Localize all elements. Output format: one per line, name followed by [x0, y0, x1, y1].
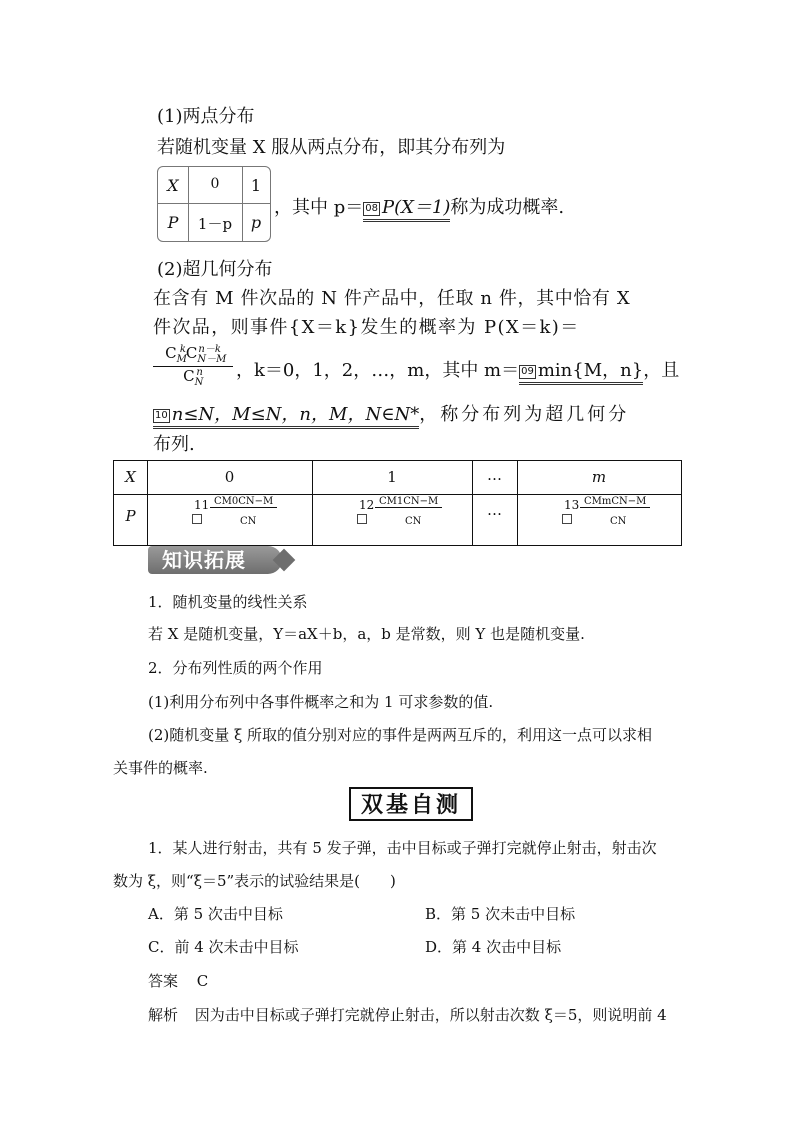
- dist-cell-ellipsis: …: [487, 501, 502, 519]
- option-c[interactable]: C．前 4 次未击中目标: [148, 938, 299, 956]
- table-p1: p: [250, 213, 262, 232]
- blank-10-marker: 10: [155, 410, 168, 421]
- answer-value: C: [196, 972, 209, 990]
- hypergeo-heading: (2)超几何分布: [157, 259, 273, 280]
- two-point-table: [157, 166, 271, 242]
- table-p-label: P: [167, 213, 179, 232]
- dist-header-m: m: [591, 468, 607, 486]
- two-point-definition: ，其中 p＝ 08 P(X＝1)称为成功概率.: [274, 193, 564, 219]
- missing-formula-icon: [192, 514, 202, 524]
- table-x1: 1: [250, 176, 262, 195]
- hypergeo-k-range: ，k＝0，1，2，…，m，其中 m＝ 09 min{M，n}，且: [236, 356, 679, 382]
- option-b[interactable]: B．第 5 次未击中目标: [425, 905, 576, 923]
- hypergeo-line2: 件次品，则事件{X＝k}发生的概率为 P(X＝k)＝: [153, 317, 580, 338]
- answer-label: 答案: [148, 972, 179, 990]
- missing-formula-icon: [562, 514, 572, 524]
- dist-p-label: P: [125, 507, 136, 525]
- option-a[interactable]: A．第 5 次击中目标: [148, 905, 283, 923]
- hypergeo-line-end: 布列.: [153, 434, 195, 455]
- extension-item2-b2: 关事件的概率.: [113, 759, 208, 777]
- dist-header-ellipsis: …: [487, 466, 502, 484]
- dist-header-1: 1: [387, 468, 397, 486]
- answer-row: [148, 970, 208, 991]
- table-x-label: X: [167, 176, 179, 195]
- extension-item2-b1: (2)随机变量 ξ 所取的值分别对应的事件是两两互斥的，利用这一点可以求相: [148, 726, 653, 744]
- extension-item1-body: 若 X 是随机变量，Y＝aX＋b，a，b 是常数，则 Y 也是随机变量.: [148, 625, 585, 643]
- analysis-row: [148, 1004, 667, 1025]
- extension-banner: 知识拓展: [148, 546, 282, 574]
- analysis-label: 解析: [148, 1006, 179, 1024]
- option-d[interactable]: D．第 4 次击中目标: [425, 938, 562, 956]
- self-test-title: 双基自测: [349, 787, 473, 821]
- blank-08-text: P(X＝1): [381, 197, 451, 218]
- question-1-line1: 1．某人进行射击，共有 5 发子弹，击中目标或子弹打完就停止射击，射击次: [148, 839, 657, 857]
- two-point-heading: (1)两点分布: [157, 106, 255, 127]
- missing-formula-icon: [357, 514, 367, 524]
- blank-09-text: min{M，n}: [537, 360, 644, 381]
- hypergeo-dist-table: X 0 1 … m P 11 CM0CN−M CN 12 CM1CN−M CN … 13 CMmCN−M CN: [113, 460, 682, 546]
- hypergeo-line1: 在含有 M 件次品的 N 件产品中，任取 n 件，其中恰有 X: [153, 288, 631, 309]
- extension-item2-title: 2．分布列性质的两个作用: [148, 659, 323, 677]
- extension-item2-a: (1)利用分布列中各事件概率之和为 1 可求参数的值.: [148, 693, 494, 711]
- analysis-text: 因为击中目标或子弹打完就停止射击，所以射击次数 ξ＝5，则说明前 4: [194, 1006, 667, 1024]
- two-point-intro: 若随机变量 X 服从两点分布，即其分布列为: [157, 137, 506, 158]
- dist-header-x: X: [125, 468, 136, 486]
- blank-08-marker: 08: [365, 203, 378, 214]
- table-p0: 1－p: [197, 215, 233, 233]
- hypergeo-formula: $C_M^kC_{N-M}^{n-k}$ $C_N^n$: [153, 340, 233, 388]
- hypergeo-conditions: 10 n≤N，M≤N，n，M，N∈N*，称分布列为超几何分: [153, 400, 629, 426]
- table-x0: 0: [210, 176, 220, 192]
- dist-header-0: 0: [224, 468, 235, 486]
- blank-10-text: n≤N，M≤N，n，M，N∈N*: [171, 404, 420, 425]
- blank-09-marker: 09: [521, 366, 534, 377]
- question-1-line2: 数为 ξ，则“ξ＝5”表示的试验结果是( ): [113, 872, 396, 890]
- extension-item1-title: 1．随机变量的线性关系: [148, 593, 308, 611]
